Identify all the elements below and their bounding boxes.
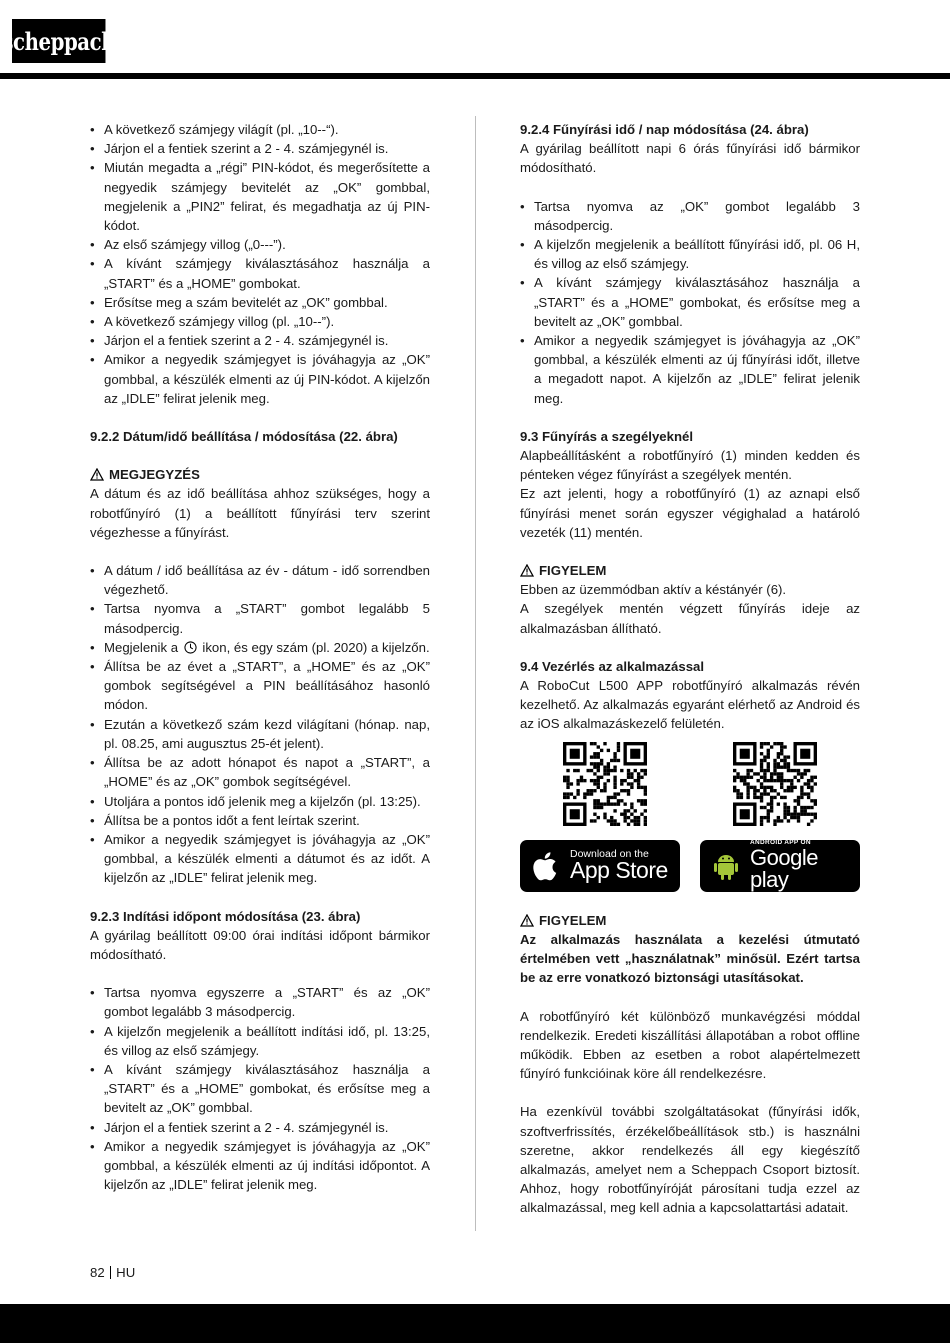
scheppach-logo — [2, 19, 116, 63]
list-item: • Tartsa nyomva a „START” gombot legalább 5 másodpercig. — [90, 599, 430, 637]
list-item: • A kijelzőn megjelenik a beállított indítási idő, pl. 13:25, és villog az első számjegy. — [90, 1022, 430, 1060]
list-item-text: Megjelenik a — [104, 639, 179, 655]
google-play-badge[interactable] — [700, 840, 860, 892]
mowing-time-steps-list — [520, 197, 860, 408]
list-item: • Amikor a negyedik számjegyet is jóváhagyja az „OK” gombbal, a készülék elmenti az új fűnyírási időt, illetve a megadott napot. A kijelzőn az „IDLE” felirat jelenik meg. — [520, 331, 860, 408]
column-divider — [475, 116, 476, 1231]
android-icon — [710, 848, 742, 884]
logo-text: scheppach — [2, 26, 116, 56]
page-number: 82 — [90, 1265, 105, 1280]
paragraph: A gyárilag beállított napi 6 órás fűnyírási idő bármikor módosítható. — [520, 141, 860, 176]
page-footer — [90, 1265, 135, 1281]
date-steps-list — [90, 561, 430, 887]
note-label: MEGJEGYZÉS — [109, 467, 200, 483]
warning-heading — [520, 561, 860, 580]
qr-code-android[interactable] — [733, 742, 817, 826]
app-store-badge[interactable] — [520, 840, 680, 892]
heading-9-3: 9.3 Fűnyírás a szegélyeknél — [520, 428, 693, 444]
note-heading — [90, 465, 430, 484]
list-item: • A kívánt számjegy kiválasztásához használja a „START” és a „HOME” gombokat. — [90, 254, 430, 292]
clock-icon — [184, 641, 197, 654]
list-item: • Tartsa nyomva az „OK” gombot legalább 3 másodpercig. — [520, 197, 860, 235]
list-item: • Az első számjegy villog („0---”). — [90, 235, 430, 254]
list-item: • Állítsa be az adott hónapot és napot a „START”, a „HOME” és az „OK” gombok segítségével. — [90, 753, 430, 791]
app-store-text: App Store — [570, 857, 668, 884]
paragraph: Alapbeállításként a robotfűnyíró (1) minden kedden és pénteken végez fűnyírást a szegélyek mentén. — [520, 448, 860, 483]
list-item: • Állítsa be az évet a „START”, a „HOME” és az „OK” gombok segítségével a PIN beállításához hasonló módon. — [90, 657, 430, 715]
list-item: • Járjon el a fentiek szerint a 2 - 4. számjegynél is. — [90, 331, 430, 350]
warning-label: FIGYELEM — [539, 912, 607, 928]
right-column — [520, 120, 860, 1218]
warning-label: FIGYELEM — [539, 563, 607, 579]
apple-icon — [530, 848, 562, 884]
list-item: • Utoljára a pontos idő jelenik meg a kijelzőn (pl. 13:25). — [90, 792, 430, 811]
list-item: • A következő számjegy világít (pl. „10--“). — [90, 120, 430, 139]
warning-triangle-icon — [90, 468, 104, 481]
paragraph: Ebben az üzemmódban aktív a késtányér (6). — [520, 582, 787, 598]
paragraph: Ez azt jelenti, hogy a robotfűnyíró (1) az aznapi első fűnyírási menet során egyszer végighalad a határoló vezeték (11) mentén. — [520, 486, 860, 540]
footer-bar — [0, 1304, 950, 1343]
qr-code-ios[interactable] — [563, 742, 647, 826]
qr-codes — [520, 742, 860, 826]
paragraph: A szegélyek mentén végzett fűnyírás ideje az alkalmazásban állítható. — [520, 601, 860, 636]
list-item: • Tartsa nyomva egyszerre a „START” és az „OK” gombot legalább 3 másodpercig. — [90, 983, 430, 1021]
list-item: • A következő számjegy villog (pl. „10--”). — [90, 312, 430, 331]
start-time-steps-list — [90, 983, 430, 1194]
list-item-text: ikon, és egy szám (pl. 2020) a kijelzőn. — [202, 639, 430, 655]
heading-9-2-4: 9.2.4 Fűnyírási idő / nap módosítása (24. ábra) — [520, 122, 809, 137]
warning-text: Az alkalmazás használata a kezelési útmutató értelmében vett „használatnak” minősül. Ezért tartsa be az erre vonatkozó biztonsági utasításokat. — [520, 931, 860, 986]
list-item: • Amikor a negyedik számjegyet is jóváhagyja az „OK” gombbal, a készülék elmenti az új PIN-kódot. A kijelzőn az „IDLE” felirat jelenik meg. — [90, 350, 430, 408]
footer-separator — [110, 1266, 112, 1279]
heading-9-2-2: 9.2.2 Dátum/idő beállítása / módosítása (22. ábra) — [90, 429, 398, 445]
pin-steps-list — [90, 120, 430, 408]
paragraph: A RoboCut L500 APP robotfűnyíró alkalmazás révén kezelhető. Az alkalmazás egyaránt elérhető az Android és az iOS alkalmazáskezelő felületén. — [520, 678, 860, 732]
list-item: • Miután megadta a „régi” PIN-kódot, és megerősítette a negyedik számjegy bevitelét az „OK” gombbal, megjelenik a „PIN2” felirat, és megadhatja az új PIN-kódot. — [90, 158, 430, 235]
warning-triangle-icon — [520, 564, 534, 577]
list-item — [90, 638, 430, 657]
note-text: A dátum és az idő beállítása ahhoz szükséges, hogy a robotfűnyíró (1) a beállított fűnyírási terv szerint végezhesse a fűnyírást. — [90, 486, 430, 540]
heading-9-2-3: 9.2.3 Indítási időpont módosítása (23. ábra) — [90, 908, 361, 924]
list-item: • A kijelzőn megjelenik a beállított fűnyírási idő, pl. 06 H, és villog az első számjegy. — [520, 235, 860, 273]
header-bar — [0, 73, 950, 79]
list-item: • Ezután a következő szám kezd világítani (hónap. nap, pl. 08.25, ami augusztus 25-ét jelent). — [90, 715, 430, 753]
app-store-small-text: Download on the — [570, 847, 649, 860]
list-item: • Állítsa be a pontos időt a fent leírtak szerint. — [90, 811, 430, 830]
paragraph: A gyárilag beállított 09:00 órai indítási időpont bármikor módosítható. — [90, 927, 430, 962]
warning-triangle-icon — [520, 914, 534, 927]
heading-9-4: 9.4 Vezérlés az alkalmazással — [520, 658, 705, 674]
warning-heading — [520, 911, 860, 930]
paragraph: A robotfűnyíró két különböző munkavégzési móddal rendelkezik. Eredeti kiszállítási állapotában a robot offline működik. Ebben az esetben a robot alapértelmezett fűnyíró funkcióinak köre áll rendelkezésre. — [520, 1008, 860, 1082]
list-item: • Erősítse meg a szám bevitelét az „OK” gombbal. — [90, 293, 430, 312]
paragraph: Ha ezenkívül további szolgáltatásokat (fűnyírási idők, szoftverfrissítés, érzékelőbeállítások stb.) is használni szeretne, akkor rendelkezés áll egy kiegészítő alkalmazás, amelyet nem a Scheppach Csoport biztosít. Ahhoz, hogy robotfűnyíróját párosítani tudja ezzel az alkalmazással, meg kell adnia a kapcsolattartási adatait. — [520, 1104, 860, 1216]
list-item: • A kívánt számjegy kiválasztásához használja a „START” és a „HOME” gombokat, és erősítse meg a bevitelt az „OK” gombbal. — [520, 273, 860, 331]
list-item: • A kívánt számjegy kiválasztásához használja a „START” és a „HOME” gombokat, és erősítse meg a bevitelt az „OK” gombbal. — [90, 1060, 430, 1118]
left-column — [90, 120, 430, 1194]
list-item: • Amikor a negyedik számjegyet is jóváhagyja az „OK” gombbal, a készülék elmenti a dátumot és az időt. A kijelzőn az „IDLE” felirat jelenik meg. — [90, 830, 430, 888]
store-badges — [520, 840, 860, 892]
list-item: • Járjon el a fentiek szerint a 2 - 4. számjegynél is. — [90, 1118, 430, 1137]
language-code: HU — [116, 1265, 136, 1280]
list-item: • Járjon el a fentiek szerint a 2 - 4. számjegynél is. — [90, 139, 430, 158]
list-item: • A dátum / idő beállítása az év - dátum - idő sorrendben végezhető. — [90, 561, 430, 599]
google-play-text: Google play — [750, 844, 818, 892]
list-item: • Amikor a negyedik számjegyet is jóváhagyja az „OK” gombbal, a készülék elmenti az új indítási időpontot. A kijelzőn az „IDLE” felirat jelenik meg. — [90, 1137, 430, 1195]
google-play-small-text: ANDROID APP ON — [750, 839, 811, 847]
